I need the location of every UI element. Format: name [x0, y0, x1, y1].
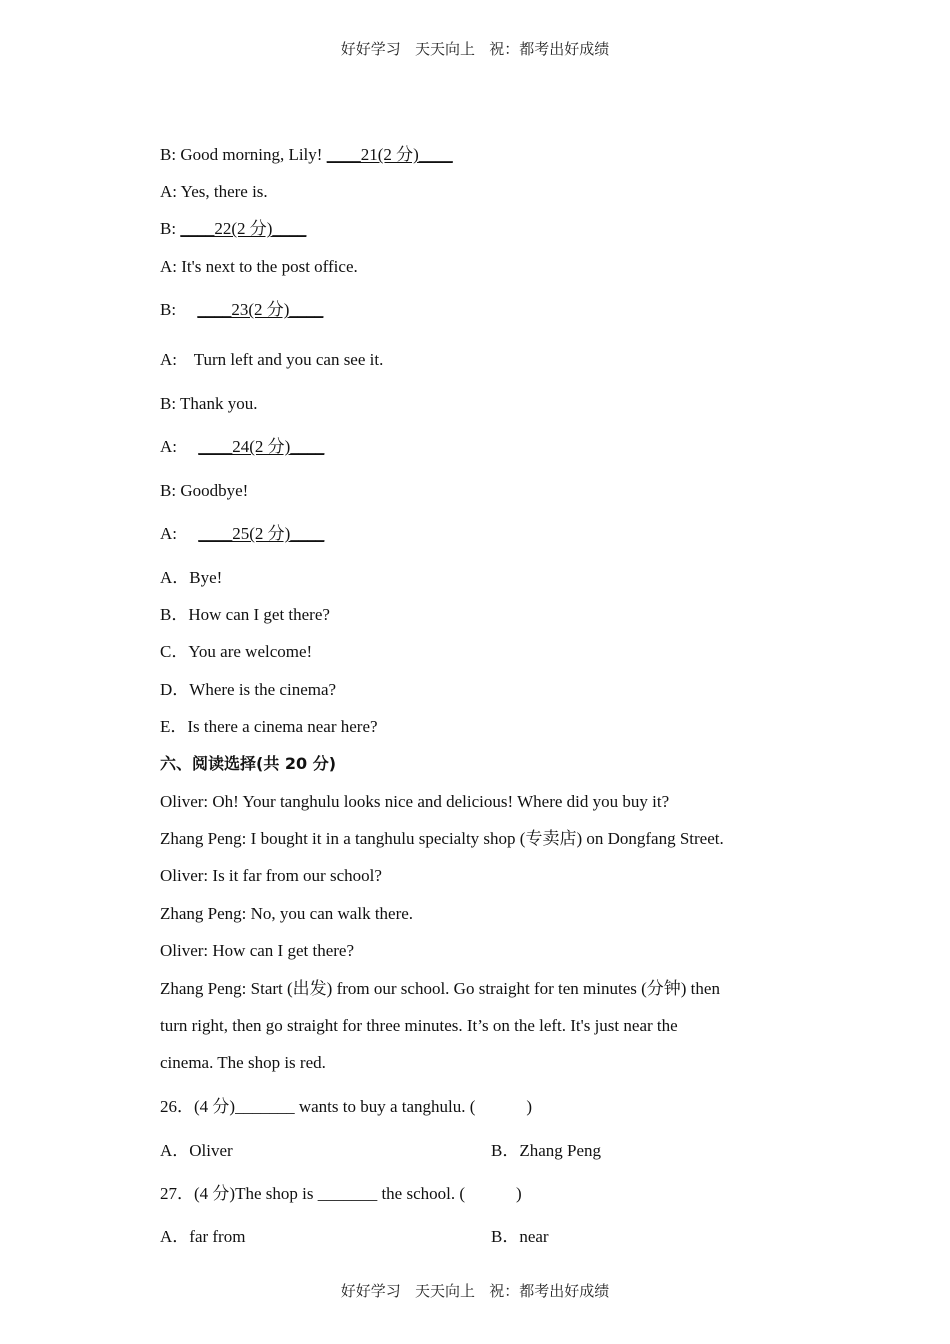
dialogue-line-2 — [160, 182, 268, 202]
speaker: A: — [160, 182, 177, 201]
dialogue-text: Yes, there is. — [180, 182, 268, 201]
answer-blank-22: ____22(2 分)____ — [180, 219, 307, 238]
passage-line-7: turn right, then go straight for three minutes. It’s on the left. It's just near the — [160, 1016, 678, 1035]
passage-line-4: Zhang Peng: No, you can walk there. — [160, 904, 414, 923]
dialogue-text: Thank you. — [180, 394, 258, 413]
speaker: B: — [160, 481, 177, 500]
answer-blank-23: ____23(2 分)____ — [197, 300, 324, 319]
answer-blank-21: ____21(2 分)____ — [326, 145, 453, 164]
passage-line-3: Oliver: Is it far from our school? — [160, 866, 382, 885]
option-c: C．You are welcome! — [160, 642, 313, 661]
dialogue-line-5 — [160, 300, 323, 320]
option-e: E．Is there a cinema near here? — [160, 717, 378, 736]
dialogue-line-8 — [160, 437, 324, 457]
question-27-option-a: A．far from — [160, 1227, 246, 1246]
speaker: A: — [160, 350, 177, 369]
dialogue-text: It's next to the post office. — [181, 257, 358, 276]
question-26: 26．(4 分)_______ wants to buy a tanghulu. ( ) — [160, 1097, 533, 1116]
dialogue-line-9 — [160, 481, 248, 501]
dialogue-line-6 — [160, 350, 383, 370]
speaker: B: — [160, 145, 177, 164]
answer-blank-24: ____24(2 分)____ — [198, 437, 325, 456]
speaker: A: — [160, 257, 177, 276]
dialogue-text: Turn left and you can see it. — [193, 350, 384, 369]
page-header: 好好学习 天天向上 祝：都考出好成绩 — [340, 40, 610, 58]
speaker: A: — [160, 437, 177, 456]
dialogue-text: Good morning, Lily! — [180, 145, 323, 164]
question-26-option-a: A．Oliver — [160, 1141, 233, 1160]
dialogue-line-1 — [160, 145, 453, 165]
dialogue-line-10 — [160, 524, 324, 544]
option-a: A．Bye! — [160, 568, 223, 587]
dialogue-text: Goodbye! — [180, 481, 249, 500]
option-d: D．Where is the cinema? — [160, 680, 337, 699]
answer-blank-25: ____25(2 分)____ — [198, 524, 325, 543]
dialogue-line-7 — [160, 394, 257, 414]
question-27: 27．(4 分)The shop is _______ the school. ( ) — [160, 1184, 522, 1203]
question-26-option-b: B．Zhang Peng — [491, 1141, 602, 1160]
speaker: B: — [160, 394, 177, 413]
speaker: B: — [160, 219, 177, 238]
passage-line-2: Zhang Peng: I bought it in a tanghulu specialty shop (专卖店) on Dongfang Street. — [160, 829, 724, 848]
passage-line-5: Oliver: How can I get there? — [160, 941, 354, 960]
speaker: A: — [160, 524, 177, 543]
passage-line-8: cinema. The shop is red. — [160, 1053, 326, 1072]
question-27-option-b: B．near — [491, 1227, 549, 1246]
dialogue-line-4 — [160, 257, 358, 277]
dialogue-line-3 — [160, 219, 306, 239]
option-b: B．How can I get there? — [160, 605, 330, 624]
passage-line-6: Zhang Peng: Start (出发) from our school. Go straight for ten minutes (分钟) then — [160, 979, 720, 998]
page-footer: 好好学习 天天向上 祝：都考出好成绩 — [340, 1282, 610, 1300]
speaker: B: — [160, 300, 177, 319]
section-title: 六、阅读选择(共 20 分) — [160, 754, 337, 773]
passage-line-1: Oliver: Oh! Your tanghulu looks nice and delicious! Where did you buy it? — [160, 792, 670, 811]
